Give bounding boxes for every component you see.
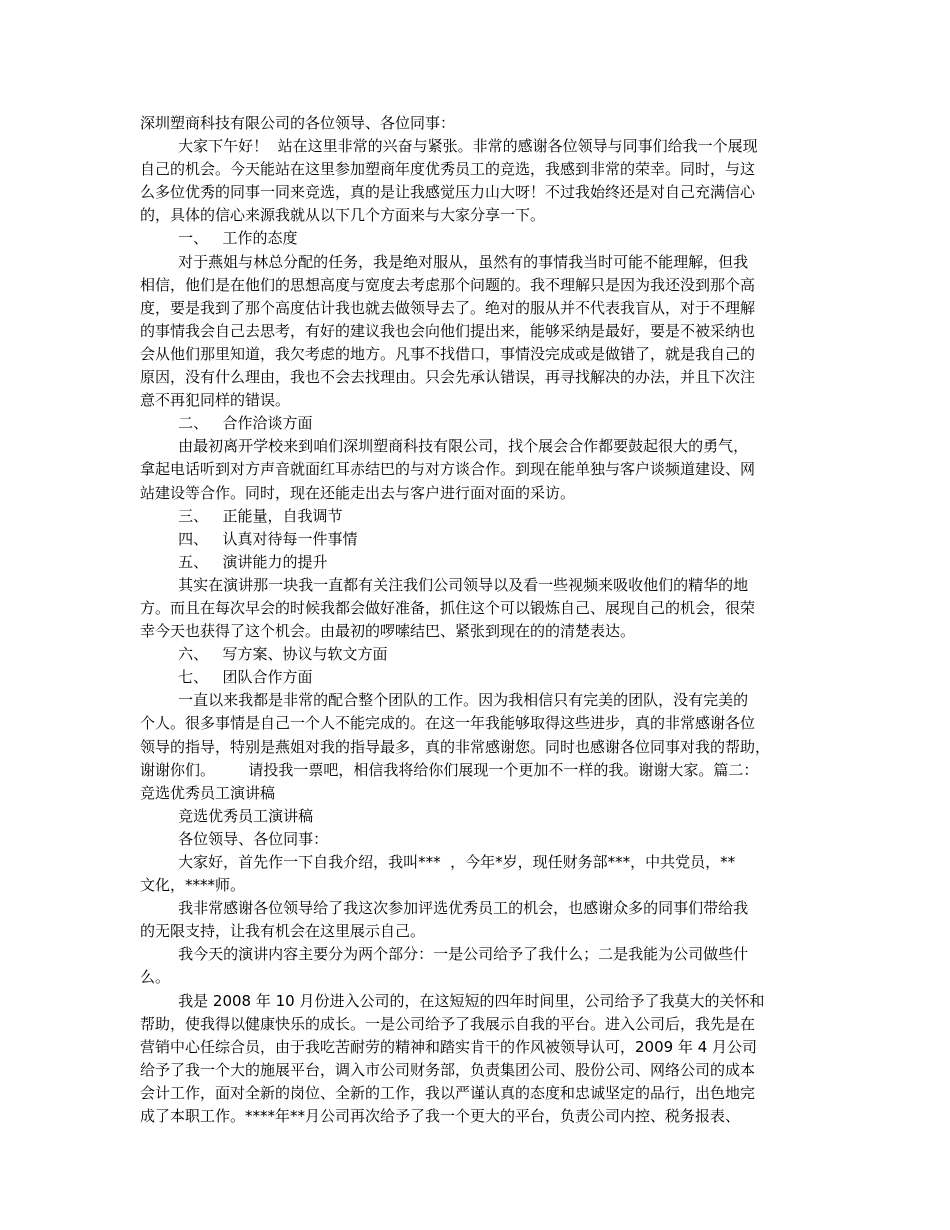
text-line: 大家好，首先作一下自我介绍，我叫*** ，今年*岁，现任财务部***，中共党员，** (140, 853, 736, 871)
text-line: 二、 合作洽谈方面 (140, 414, 313, 433)
text-line: 对于燕姐与林总分配的任务，我是绝对服从，虽然有的事情我当时可能不能理解，但我 (140, 252, 749, 271)
text-line: 相信，他们是在他们的思想高度与宽度去考虑那个问题的。我不理解只是因为我还没到那个高 (140, 275, 756, 294)
text-line: 六、 写方案、协议与软文方面 (140, 645, 388, 664)
text-line: 方。而且在每次早会的时候我都会做好准备，抓住这个可以锻炼自己、展现自己的机会，很荣 (140, 598, 756, 617)
text-line: 站建设等合作。同时，现在还能走出去与客户进行面对面的采访。 (140, 483, 576, 502)
text-line: 的无限支持，让我有机会在这里展示自己。 (140, 922, 426, 941)
text-line: 会计工作，面对全新的岗位、全新的工作，我以严谨认真的态度和忠诚坚定的品行，出色地完 (140, 1083, 756, 1102)
text-line: 成了本职工作。****年**月公司再次给予了我一个更大的平台，负责公司内控、税务报表、 (140, 1107, 741, 1126)
text-line: 深圳塑商科技有限公司的各位领导、各位同事： (140, 114, 456, 132)
text-line: 幸今天也获得了这个机会。由最初的啰嗦结巴、紧张到现在的的清楚表达。 (140, 622, 636, 641)
text-line: 由最初离开学校来到咱们深圳塑商科技有限公司，找个展会合作都要鼓起很大的勇气， (140, 437, 749, 456)
document-body (140, 112, 820, 1128)
text-line: 自己的机会。今天能站在这里参加塑商年度优秀员工的竞选，我感到非常的荣幸。同时，与这 (140, 160, 756, 179)
text-line: 营销中心任综合员，由于我吃苦耐劳的精神和踏实肯干的作风被领导认可，2009 年 4 月公司 (140, 1037, 758, 1056)
text-line: 我今天的演讲内容主要分为两个部分：一是公司给予了我什么；二是我能为公司做些什 (140, 945, 749, 964)
text-line: 会从他们那里知道，我欠考虑的地方。凡事不找借口，事情没完成或是做错了，就是我自己的 (140, 344, 756, 363)
text-line: 的，具体的信心来源我就从以下几个方面来与大家分享一下。 (140, 206, 546, 225)
text-line: 意不再犯同样的错误。 (140, 391, 291, 410)
text-line: 原因，没有什么理由，我也不会去找理由。只会先承认错误，再寻找解决的办法，并且下次注 (140, 368, 756, 387)
text-line: 五、 演讲能力的提升 (140, 552, 328, 571)
text-line: 么。 (140, 968, 171, 987)
text-line: 七、 团队合作方面 (140, 668, 313, 687)
text-line: 各位领导、各位同事： (140, 829, 329, 848)
text-line: 竞选优秀员工演讲稿 (140, 806, 314, 825)
text-line: 谢谢你们。 请投我一票吧，相信我将给你们展现一个更加不一样的我。谢谢大家。篇二： (140, 760, 759, 779)
text-line: 给予了我一个大的施展平台，调入市公司财务部，负责集团公司、股份公司、网络公司的成本 (140, 1060, 756, 1079)
text-line: 拿起电话听到对方声音就面红耳赤结巴的与对方谈合作。到现在能单独与客户谈频道建设、网 (140, 460, 756, 479)
text-line: 么多位优秀的同事一同来竞选，真的是让我感觉压力山大呀！不过我始终还是对自己充满信心 (140, 183, 756, 202)
text-line: 我是 2008 年 10 月份进入公司的，在这短短的四年时间里，公司给予了我莫大的关怀和 (140, 991, 765, 1010)
text-line: 其实在演讲那一块我一直都有关注我们公司领导以及看一些视频来吸收他们的精华的地 (140, 575, 749, 594)
text-line: 竞选优秀员工演讲稿 (140, 783, 276, 802)
text-line: 我非常感谢各位领导给了我这次参加评选优秀员工的机会，也感谢众多的同事们带给我 (140, 899, 749, 918)
text-line: 领导的指导，特别是燕姐对我的指导最多，真的非常感谢您。同时也感谢各位同事对我的帮助， (140, 737, 771, 756)
text-line: 四、 认真对待每一件事情 (140, 529, 358, 548)
text-line: 一、 工作的态度 (140, 229, 298, 248)
text-line: 一直以来我都是非常的配合整个团队的工作。因为我相信只有完美的团队，没有完美的 (140, 691, 749, 710)
text-line: 文化，****师。 (140, 876, 246, 895)
text-line: 个人。很多事情是自己一个人不能完成的。在这一年我能够取得这些进步，真的非常感谢各位 (140, 714, 756, 733)
text-line: 帮助，使我得以健康快乐的成长。一是公司给予了我展示自我的平台。进入公司后，我先是在 (140, 1014, 756, 1033)
text-line: 大家下午好！ 站在这里非常的兴奋与紧张。非常的感谢各位领导与同事们给我一个展现 (140, 137, 758, 156)
text-line: 三、 正能量，自我调节 (140, 506, 343, 525)
text-line: 的事情我会自己去思考，有好的建议我也会向他们提出来，能够采纳是最好，要是不被采纳也 (140, 321, 756, 340)
text-line: 度，要是我到了那个高度估计我也就去做领导去了。绝对的服从并不代表我盲从，对于不理解 (140, 298, 756, 317)
